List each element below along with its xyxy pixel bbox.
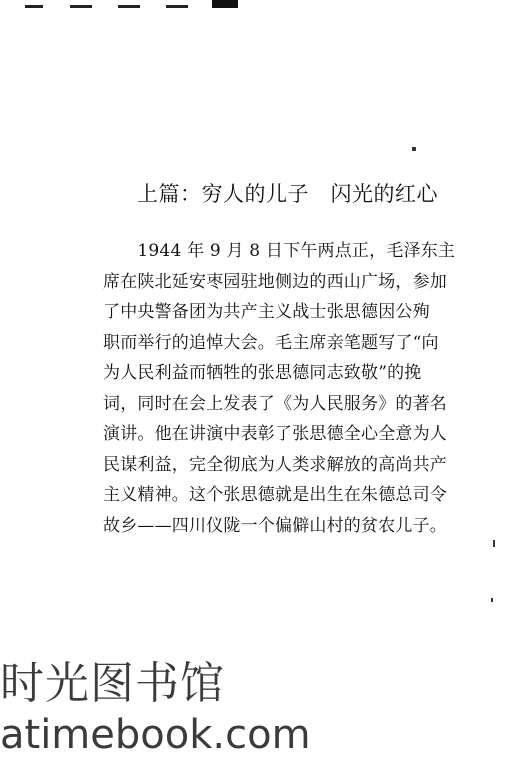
section-heading: 上篇：穷人的儿子 闪光的红心 xyxy=(137,182,438,206)
paragraph-line: 职而举行的追悼大会。毛主席亲笔题写了“向 xyxy=(103,332,439,353)
watermark xyxy=(0,658,311,760)
paragraph-line: 民谋利益，完全彻底为人类求解放的高尚共产 xyxy=(103,454,447,475)
body-paragraph xyxy=(103,236,473,541)
paragraph-line: 为人民利益而牺牲的张思德同志致敬”的挽 xyxy=(103,363,422,383)
scan-mark xyxy=(212,0,238,8)
paragraph-line: 故乡——四川仪陇一个偏僻山村的贫农儿子。 xyxy=(103,515,447,536)
paragraph-line: 词，同时在会上发表了《为人民服务》的著名 xyxy=(103,393,447,414)
scan-mark xyxy=(25,5,43,8)
paragraph-line: 主义精神。这个张思德就是出生在朱德总司令 xyxy=(103,485,447,505)
scan-speck xyxy=(491,598,493,602)
watermark-name: 时光图书馆 xyxy=(0,658,225,709)
scan-mark xyxy=(166,5,188,8)
paragraph-line: 席在陕北延安枣园驻地侧边的西山广场，参加 xyxy=(103,271,447,292)
scan-speck xyxy=(493,540,495,547)
paragraph-line: 了中央警备团为共产主义战士张思德因公殉 xyxy=(103,302,430,322)
watermark-url: atimebook.com xyxy=(0,712,311,758)
scan-mark xyxy=(70,5,92,8)
scan-mark xyxy=(118,5,140,8)
paragraph-line: 1944 年 9 月 8 日下午两点正，毛泽东主 xyxy=(103,241,456,261)
paragraph-line: 演讲。他在讲演中表彰了张思德全心全意为人 xyxy=(103,424,447,444)
scan-edge-marks xyxy=(0,0,523,12)
scan-speck xyxy=(412,147,416,151)
